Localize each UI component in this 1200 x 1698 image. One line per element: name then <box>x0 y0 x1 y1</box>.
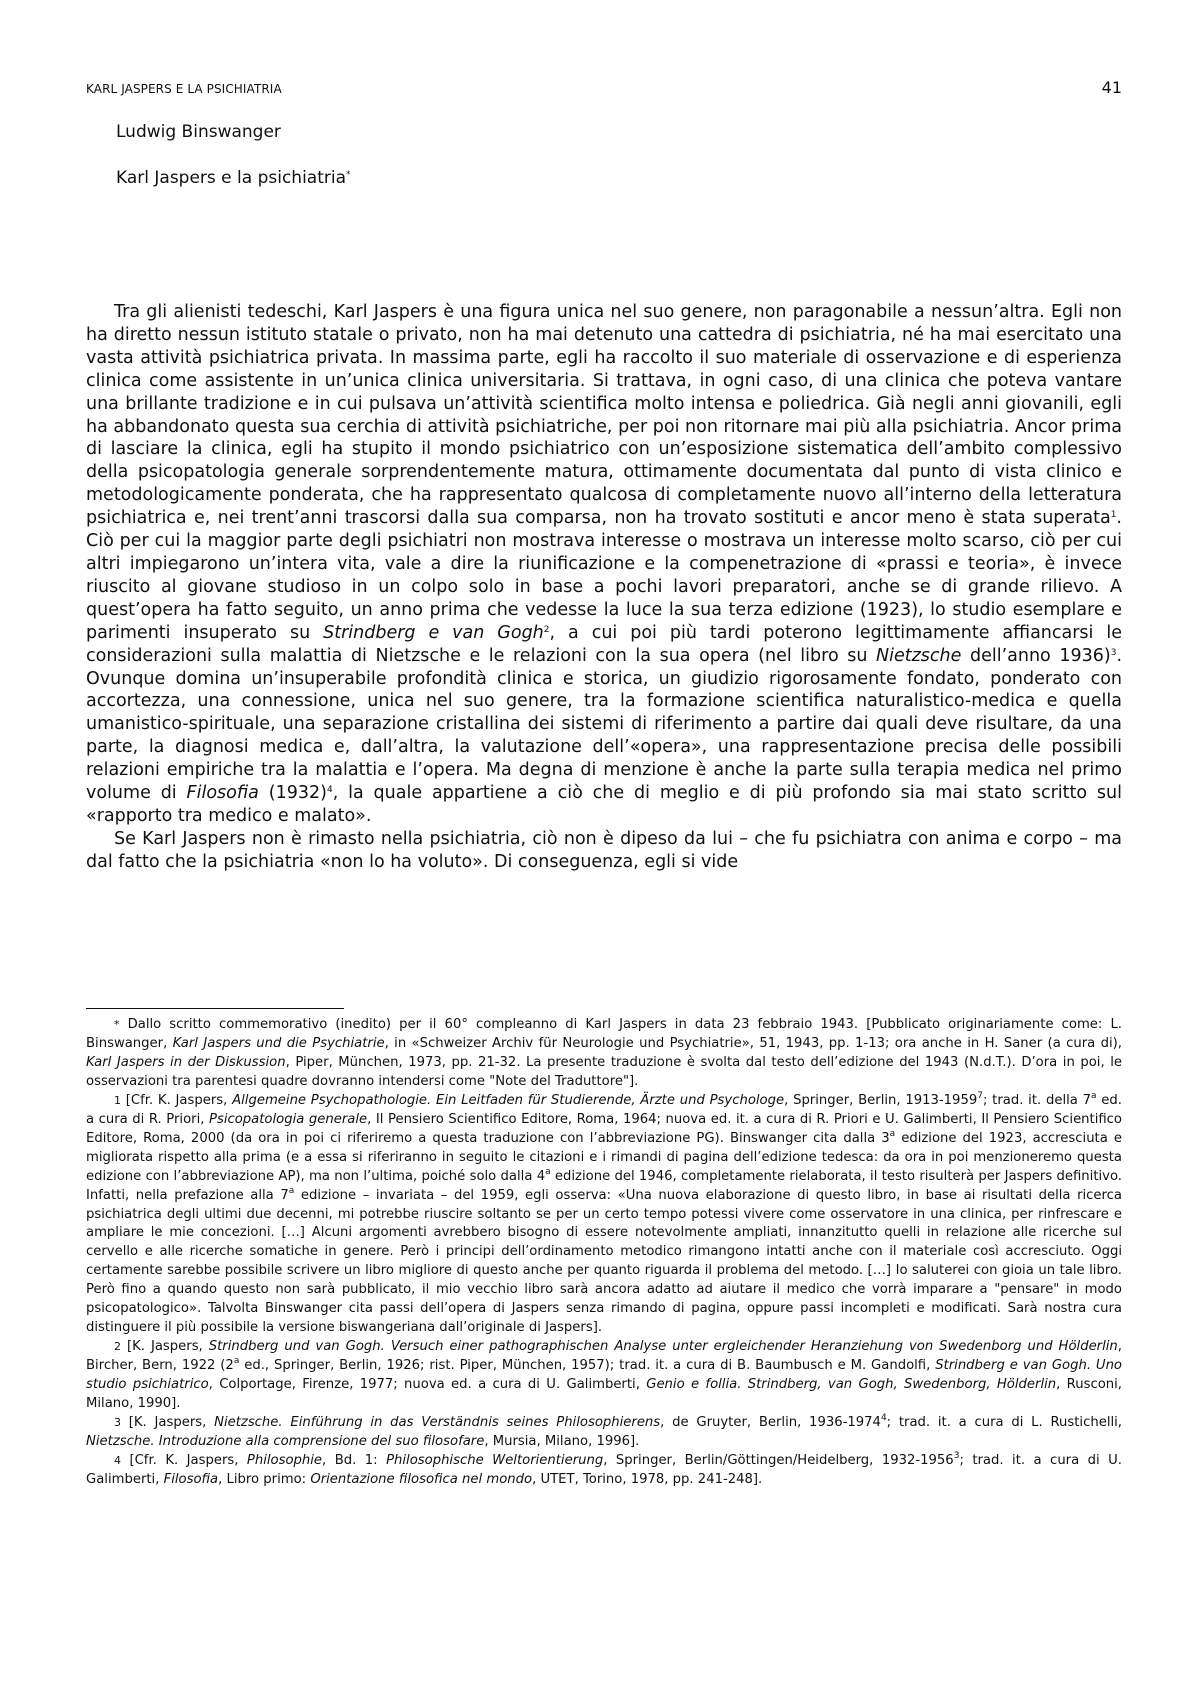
page-number: 41 <box>1101 78 1122 97</box>
footnote-text: , Mursia, Milano, 1996]. <box>484 1433 640 1449</box>
footnote-mark: 1 <box>114 1093 121 1107</box>
italic-title: Nietzsche. Introduzione alla comprensione del suo filosofare <box>86 1433 485 1449</box>
italic-title: Strindberg und van Gogh. Versuch einer pathographischen Analyse unter ergleichender Heranziehung von Swedenborg und Hölderlin <box>208 1339 1118 1355</box>
footnote-text: , in «Schweizer Archiv für Neurologie und Psychiatrie», 51, 1943, pp. 1-13; ora anche in H. Saner (a cura di), <box>384 1035 1122 1051</box>
italic-title: Karl Jaspers in der Diskussion <box>86 1054 286 1070</box>
footnote-mark: 4 <box>114 1453 121 1467</box>
footnote-3 <box>86 1414 1122 1452</box>
footnote-ref-3: 3 <box>1110 647 1117 658</box>
running-head: KARL JASPERS E LA PSICHIATRIA <box>86 82 282 96</box>
body-text-run: (1932) <box>258 783 327 804</box>
italic-title: Philosophische Weltorientierung <box>386 1452 604 1468</box>
footnote-text: , Colportage, Firenze, 1977; nuova ed. a cura di U. Galimberti, <box>208 1377 647 1393</box>
body-text-run: , a cui poi più tardi poterono legittimamente affiancarsi le considerazioni sulla malattia di Nietzsche e le relazioni con la sua opera (nel libro su <box>86 622 1122 666</box>
article-title <box>116 168 351 188</box>
body-text-run: Tra gli alienisti tedeschi, Karl Jaspers è una figura unica nel suo genere, non paragonabile a nessun’altra. Egli non ha diretto nessun istituto statale o privato, non ha mai detenuto una cattedra di psichiatria, né ha mai esercitato una vasta attività psichiatrica privata. In massima parte, egli ha raccolto il suo materiale di osservazione e di esperienza clinica come assistente in un’unica clinica universitaria. Si trattava, in ogni caso, di una clinica che poteva vantare una brillante tradizione e in cui pulsava un’attività scientifica molto intensa e poliedrica. Già negli anni giovanili, egli ha abbandonato questa sua cerchia di attività psichiatriche, per poi non ritornare mai più alla psichiatria. Ancor prima di lasciare la clinica, egli ha stupito il mondo psichiatrico con un’esposizione sistematica dell’ambito complessivo della psicopatologia generale sorprendentemente matura, ottimamente documentata dal punto di vista clinico e metodologicamente ponderata, che ha rappresentato qualcosa di completamente nuovo all’interno della letteratura psichiatrica e, nei trent’anni trascorsi dalla sua comparsa, non ha trovato sostituti e ancor meno è stata superata <box>86 302 1122 529</box>
footnote-text: [K. Jaspers, <box>121 1339 209 1355</box>
body-text-run: . Ciò per cui la maggior parte degli psichiatri non mostrava interesse o mostrava un interesse molto scarso, ciò per cui altri impiegarono un’intera vita, vale a dire la riunificazione e la compenetrazione di «prassi e teoria», è invece riuscito al giovane studioso in un colpo solo in base a pochi lavori preparatori, anche se di grande rilievo. A quest’opera ha fatto seguito, un anno prima che vedesse la luce la sua terza edizione (1923), lo studio esemplare e parimenti insuperato su <box>86 508 1122 643</box>
footnote-text: , Springer, Berlin, 1913-1959 <box>784 1092 978 1108</box>
edition-superscript: a <box>288 1185 295 1196</box>
footnote-text: [Cfr. K. Jaspers, <box>121 1092 233 1108</box>
footnotes <box>86 1016 1122 1490</box>
footnote-text: , UTET, Torino, 1978, pp. 241-248]. <box>532 1471 763 1487</box>
edition-superscript: a <box>233 1356 240 1367</box>
footnote-text: , Il Pensiero Scientifico Editore, Roma, 1964; nuova ed. it. a cura di R. Priori e U. Galimberti, Il Pensiero Scientifico Editore, Roma, 2000 (da ora in poi ci riferiremo a questa traduzione con l’abbreviazione PG). Binswanger cita dalla 3 <box>86 1111 1122 1146</box>
edition-superscript: 3 <box>953 1450 960 1461</box>
italic-title: Nietzsche <box>876 645 962 666</box>
footnote-4 <box>86 1452 1122 1490</box>
footnote-mark: 3 <box>114 1416 121 1430</box>
body-text <box>86 301 1122 874</box>
footnote-text: , Bircher, Bern, 1922 (2 <box>86 1339 1122 1374</box>
footnote-text: [Cfr. K. Jaspers, <box>121 1452 247 1468</box>
italic-title: Strindberg e van Gogh. Uno studio psichiatrico <box>86 1358 1122 1393</box>
title-note-mark: * <box>346 170 351 180</box>
footnote-text: ed. a cura di R. Priori, <box>86 1092 1122 1127</box>
edition-superscript: a <box>1091 1090 1097 1101</box>
footnote-text: , Piper, München, 1973, pp. 21-32. La presente traduzione è svolta dal testo dell’edizione del 1943 (N.d.T.). D’ora in poi, le osservazioni tra parentesi quadre dovranno intendersi come "Note del Traduttore"]. <box>86 1054 1122 1089</box>
edition-superscript: 4 <box>880 1413 887 1424</box>
body-text-run: dell’anno 1936) <box>961 645 1111 666</box>
footnote-text: , Bd. 1: <box>322 1452 387 1468</box>
article-title-text: Karl Jaspers e la psichiatria <box>116 168 347 188</box>
footnote-text: ; trad. it. della 7 <box>982 1092 1092 1108</box>
footnote-ref-1: 1 <box>1110 510 1117 521</box>
footnote-2 <box>86 1338 1122 1414</box>
italic-title: Strindberg e van Gogh <box>323 622 544 643</box>
footnote-title <box>86 1016 1122 1092</box>
footnote-text: , Springer, Berlin/Göttingen/Heidelberg, 1932-1956 <box>603 1452 954 1468</box>
body-text-run: . Ovunque domina un’insuperabile profondità clinica e storica, un giudizio rigorosamente fondato, ponderato con accortezza, una connessione, unica nel suo genere, tra la formazione scientifica naturalistico-medica e quella umanistico-spirituale, una separazione cristallina dei sistemi di riferimento a partire dai quali deve risultare, da una parte, la diagnosi medica e, dall’altra, la valutazione dell’«opera», una rappresentazione precisa delle possibili relazioni empiriche tra la malattia e l’opera. Ma degna di menzione è anche la parte sulla terapia medica nel primo volume di <box>86 645 1123 804</box>
footnote-mark: 2 <box>114 1340 121 1354</box>
footnote-text: ; trad. it. a cura di U. Galimberti, <box>86 1452 1122 1487</box>
footnote-text: Dallo scritto commemorativo (inedito) per il 60° compleanno di Karl Jaspers in data 23 febbraio 1943. [Pubblicato originariamente come: L. Binswanger, <box>86 1017 1122 1051</box>
footnote-text: ed., Springer, Berlin, 1926; rist. Piper, München, 1957); trad. it. a cura di B. Baumbusch e M. Gandolfi, <box>239 1358 936 1374</box>
footnote-1 <box>86 1092 1122 1338</box>
footnote-ref-4: 4 <box>326 785 333 796</box>
body-paragraph-1 <box>86 301 1122 828</box>
footnote-ref-2: 2 <box>543 624 550 635</box>
footnote-text: edizione del 1946, completamente rielaborata, il testo risulterà per Jaspers definitivo. Infatti, nella prefazione alla 7 <box>86 1168 1122 1203</box>
footnote-text: , de Gruyter, Berlin, 1936-1974 <box>660 1415 881 1431</box>
footnote-text: [K. Jaspers, <box>121 1415 215 1431</box>
italic-title: Philosophie <box>246 1452 323 1468</box>
italic-title: Psicopatologia generale <box>209 1111 368 1127</box>
italic-title: Orientazione filosofica nel mondo <box>310 1471 533 1487</box>
italic-title: Filosofia <box>163 1471 219 1487</box>
footnote-separator <box>86 1008 344 1009</box>
footnote-text: edizione del 1923, accresciuta e migliorata rispetto alla prima (e a essa si riferiranno in seguito le citazioni e i rimandi di pagina dell’edizione tedesca: da ora in poi menzioneremo questa edizione con l’abbreviazione AP), ma non l’ultima, poiché solo dalla 4 <box>86 1130 1122 1184</box>
italic-title: Filosofia <box>186 783 259 804</box>
footnote-mark: * <box>114 1018 120 1031</box>
footnote-text: ; trad. it. a cura di L. Rustichelli, <box>886 1415 1123 1431</box>
italic-title: Karl Jaspers und die Psychiatrie <box>172 1035 385 1051</box>
edition-superscript: 7 <box>977 1090 983 1101</box>
edition-superscript: a <box>545 1166 551 1177</box>
edition-superscript: a <box>889 1128 896 1139</box>
italic-title: Genio e follia. Strindberg, van Gogh, Swedenborg, Hölderlin <box>646 1377 1057 1393</box>
footnote-text: , Libro primo: <box>218 1471 311 1487</box>
footnote-text: edizione – invariata – del 1959, egli osserva: «Una nuova elaborazione di questo libro, in base ai risultati della ricerca psichiatrica degli ultimi due decenni, mi potrebbe riuscire soltanto se per un certo tempo potessi vivere come osservatore in una clinica, per rinfrescare e ampliare le mie concezioni. […] Alcuni argomenti avrebbero bisogno di essere notevolmente ampliati, innanzitutto quelli in relazione alle ricerche sul cervello e alle ricerche somatiche in genere. Però i principi dell’ordinamento metodico rimangono intatti anche con il materiale così accresciuto. Oggi certamente sarebbe possibile scrivere un libro migliore di questo anche per quanto riguarda il problema del metodo. […] Io saluterei con gioia un tale libro. Però fino a quando questo non sarà pubblicato, il mio vecchio libro sarà ancora adatto ad aiutare il medico che vorrà imparare a "pensare" in modo psicopatologico». Talvolta Binswanger cita passi dell’opera di Jaspers senza rimando di pagina, oppure passi incompleti e modificati. Sarà nostra cura distinguere il più possibile la versione biswangeriana dall’originale di Jaspers]. <box>86 1187 1122 1336</box>
italic-title: Nietzsche. Einführung in das Verständnis seines Philosophierens <box>214 1415 661 1431</box>
article-author: Ludwig Binswanger <box>116 122 281 142</box>
footnote-text: , Rusconi, Milano, 1990]. <box>86 1377 1122 1412</box>
italic-title: Allgemeine Psychopathologie. Ein Leitfaden für Studierende, Ärzte und Psychologe <box>232 1092 785 1108</box>
body-paragraph-2: Se Karl Jaspers non è rimasto nella psichiatria, ciò non è dipeso da lui – che fu psichiatra con anima e corpo – ma dal fatto che la psichiatria «non lo ha voluto». Di conseguenza, egli si vide <box>86 828 1122 872</box>
body-text-run: , la quale appartiene a ciò che di meglio e di più profondo sia mai stato scritto sul «rapporto tra medico e malato». <box>86 783 1123 826</box>
